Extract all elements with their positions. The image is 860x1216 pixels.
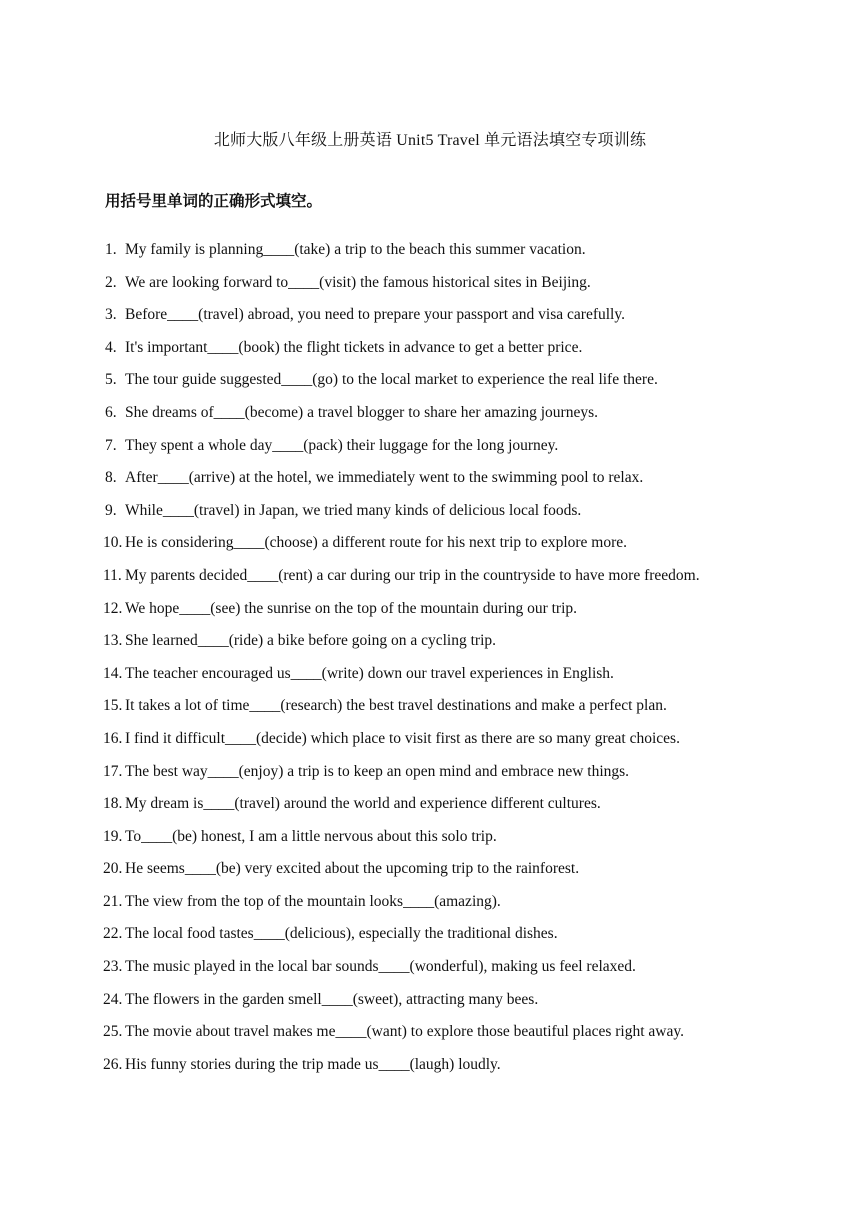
question-text: We are looking forward to____(visit) the famous historical sites in Beijing. [125, 273, 591, 291]
question-number: 10. [103, 534, 123, 552]
question-number: 19. [103, 827, 123, 845]
document-title: 北师大版八年级上册英语 Unit5 Travel 单元语法填空专项训练 [213, 132, 647, 149]
question-text: The tour guide suggested____(go) to the local market to experience the real life there. [125, 371, 658, 389]
question-number: 15. [103, 697, 123, 715]
question-item [105, 238, 765, 262]
question-number: 18. [103, 795, 123, 813]
question-number: 1. [105, 241, 117, 258]
question-item [105, 303, 765, 327]
question-number: 8. [105, 469, 117, 487]
question-item [105, 727, 765, 751]
question-item [105, 564, 765, 588]
question-item [105, 434, 765, 458]
question-item [105, 597, 765, 621]
question-text: It takes a lot of time____(research) the best travel destinations and make a perfect plan. [125, 697, 667, 715]
question-item [105, 401, 765, 425]
question-item [105, 694, 765, 718]
question-text: His funny stories during the trip made us____(laugh) loudly. [125, 1055, 501, 1073]
question-text: My parents decided____(rent) a car during our trip in the countryside to have more freedom. [125, 566, 700, 584]
question-number: 25. [103, 1023, 123, 1041]
question-number: 6. [105, 403, 117, 421]
question-text: The teacher encouraged us____(write) down our travel experiences in English. [125, 664, 614, 682]
question-item [105, 271, 765, 295]
question-item [105, 760, 765, 784]
question-item [105, 466, 765, 490]
question-text: She dreams of____(become) a travel blogger to share her amazing journeys. [125, 403, 599, 421]
question-item [105, 499, 765, 523]
question-number: 14. [103, 664, 123, 682]
question-number: 12. [103, 599, 123, 617]
question-number: 13. [103, 632, 123, 650]
question-item [105, 629, 765, 653]
question-number: 26. [103, 1055, 123, 1073]
question-text: I find it difficult____(decide) which place to visit first as there are so many great choices. [125, 729, 680, 747]
question-number: 22. [103, 925, 123, 943]
question-number: 20. [103, 860, 123, 878]
question-text: The view from the top of the mountain looks____(amazing). [125, 892, 501, 910]
section-instruction: 用括号里单词的正确形式填空。 [105, 192, 323, 210]
question-item [105, 1020, 765, 1044]
question-item [105, 988, 765, 1012]
question-text: The flowers in the garden smell____(sweet), attracting many bees. [125, 990, 539, 1008]
question-item [105, 336, 765, 360]
question-text: It's important____(book) the flight tickets in advance to get a better price. [125, 338, 583, 356]
question-item [105, 890, 765, 914]
question-item [105, 955, 765, 979]
question-text: The movie about travel makes me____(want) to explore those beautiful places right away. [125, 1023, 684, 1041]
question-number: 4. [105, 338, 117, 356]
question-text: The best way____(enjoy) a trip is to keep an open mind and embrace new things. [125, 762, 630, 780]
question-number: 23. [103, 958, 123, 976]
question-number: 9. [105, 501, 117, 519]
question-text: He seems____(be) very excited about the upcoming trip to the rainforest. [125, 860, 580, 878]
question-number: 7. [105, 436, 117, 454]
question-item [105, 1053, 765, 1077]
question-text: While____(travel) in Japan, we tried many kinds of delicious local foods. [125, 501, 582, 519]
question-list [105, 238, 765, 1085]
question-text: The music played in the local bar sounds____(wonderful), making us feel relaxed. [125, 958, 636, 976]
question-number: 24. [103, 990, 123, 1008]
question-number: 17. [103, 762, 123, 780]
question-item [105, 922, 765, 946]
question-text: To____(be) honest, I am a little nervous about this solo trip. [125, 827, 497, 845]
question-item [105, 531, 765, 555]
question-text: She learned____(ride) a bike before going on a cycling trip. [125, 632, 497, 650]
question-number: 16. [103, 729, 123, 747]
question-number: 3. [105, 306, 117, 324]
question-text: The local food tastes____(delicious), especially the traditional dishes. [125, 925, 558, 943]
question-item [105, 825, 765, 849]
question-text: He is considering____(choose) a different route for his next trip to explore more. [125, 534, 628, 552]
question-text: After____(arrive) at the hotel, we immediately went to the swimming pool to relax. [125, 469, 644, 487]
question-item [105, 662, 765, 686]
question-item [105, 792, 765, 816]
question-number: 2. [105, 273, 117, 291]
question-number: 5. [105, 371, 117, 389]
question-item [105, 368, 765, 392]
question-item [105, 857, 765, 881]
question-text: My dream is____(travel) around the world and experience different cultures. [125, 795, 601, 813]
question-text: We hope____(see) the sunrise on the top of the mountain during our trip. [125, 599, 578, 617]
question-number: 11. [103, 566, 122, 584]
question-text: They spent a whole day____(pack) their luggage for the long journey. [125, 436, 559, 454]
question-text: My family is planning____(take) a trip to the beach this summer vacation. [125, 241, 586, 258]
question-number: 21. [103, 892, 123, 910]
question-text: Before____(travel) abroad, you need to prepare your passport and visa carefully. [125, 306, 625, 324]
